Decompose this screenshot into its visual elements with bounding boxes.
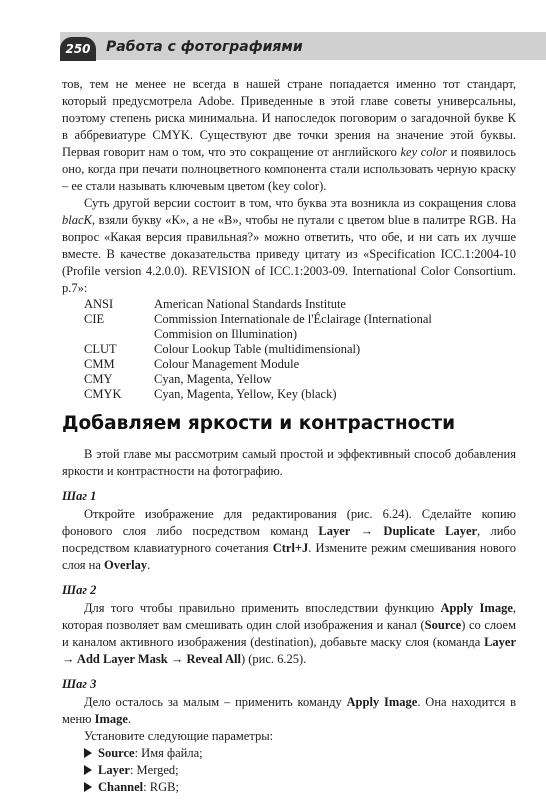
table-row <box>84 327 432 342</box>
text-run: Дело осталось за малым – применить команду <box>84 695 347 709</box>
page-number: 250 <box>60 37 96 61</box>
page-content <box>62 76 516 796</box>
parameter-list <box>62 745 516 796</box>
abbreviation-key: ANSI <box>84 297 114 311</box>
abbreviation-value: American National Standards Institute <box>154 297 346 311</box>
abbreviation-value: Cyan, Magenta, Yellow, Key (black) <box>154 387 337 401</box>
arrow-bullet-icon <box>84 782 92 792</box>
text-run: и появилось оно, когда при печати полноцветного компонента стали использовать черную краску – ее стали называть ключевым цветом (key color). <box>62 145 517 193</box>
param-value: : RGB; <box>143 780 179 794</box>
text-run: ) со слоем и каналом активного изображения (destination), добавьте маску слоя (команда <box>62 618 516 649</box>
abbreviation-key: CIE <box>84 312 105 326</box>
arrow-glyph: → <box>350 524 384 538</box>
text-run: Для того чтобы правильно применить впоследствии функцию <box>84 601 441 615</box>
table-row <box>84 312 432 327</box>
table-row <box>84 357 432 372</box>
italic-term: blacK <box>62 213 92 227</box>
step-1-heading: Шаг 1 <box>62 489 97 503</box>
list-item <box>84 779 516 796</box>
params-intro: Установите следующие параметры: <box>84 729 274 743</box>
abbreviation-value: Colour Management Module <box>154 357 300 371</box>
abbreviation-list <box>84 297 432 402</box>
menu-command: Layer <box>318 524 351 538</box>
menu-command: Apply Image <box>346 695 418 709</box>
abbreviation-key: CMM <box>84 357 115 371</box>
text-run: Откройте изображение для редактирования (рис. 6.24). Сделайте копию фонового слоя либо посредством команд <box>62 507 516 538</box>
table-row <box>84 387 432 402</box>
menu-command: Source <box>424 618 462 632</box>
running-title: Работа с фотографиями <box>106 39 303 55</box>
abbreviation-key: CMYK <box>84 387 122 401</box>
abbreviation-value: Colour Lookup Table (multidimensional) <box>154 342 361 356</box>
param-name: Channel <box>98 780 144 794</box>
text-run: , взяли букву «К», а не «В», чтобы не путали с цветом blue в палитре RGB. На вопрос «Какая версия правильная?» можно ответить, что обе, и ни сать их лучше вместе. В качестве доказательства приведу цитату из «Specification ICC.1:2004-10 (Profile version 4.2.0.0). REVISION of ICC.1:2003-09. International Color Consortium. p.7»: <box>62 213 516 295</box>
text-run: тов, тем не менее не всегда в нашей стране попадается именно тот стандарт, который предусмотрела Adobe. Приведенные в этой главе советы универсальны, поэтому степень риска минимальна. И напоследок поговорим о загадочной букве К в аббревиатуре CMYK. Существуют две точки зрения на значение этой буквы. Первая говорит нам о том, что это сокращение от английского <box>62 77 516 159</box>
blend-mode: Overlay <box>104 558 148 572</box>
shortcut: Ctrl+J <box>272 541 309 555</box>
param-name: Source <box>98 746 135 760</box>
text-run: . <box>147 558 151 572</box>
step-2-text <box>62 600 516 668</box>
text-run: Суть другой версии состоит в том, что буква эта возникла из сокращения слова <box>84 196 516 210</box>
paragraph-black-version <box>62 195 516 297</box>
list-item <box>84 762 516 779</box>
paragraph-cmyk-key <box>62 76 516 195</box>
text-run: , либо посредством клавиатурного сочетания <box>62 524 517 555</box>
abbreviation-value: Cyan, Magenta, Yellow <box>154 372 272 386</box>
step-3-heading: Шаг 3 <box>62 677 97 691</box>
menu-command: Layer → Add Layer Mask → Reveal All <box>62 635 516 666</box>
table-row <box>84 342 432 357</box>
table-row <box>84 297 432 312</box>
abbreviation-value: Commission Internationale de l'Éclairage (International <box>154 312 432 326</box>
text-run: , которая позволяет вам смешивать один слой изображения и канал ( <box>62 601 516 632</box>
list-item <box>84 745 516 762</box>
menu-command: Apply Image <box>440 601 513 615</box>
section-heading: Добавляем яркости и контрастности <box>62 413 456 434</box>
italic-term: key color <box>400 145 448 159</box>
abbreviation-key: CLUT <box>84 342 117 356</box>
table-row <box>84 372 432 387</box>
step-3-text <box>62 694 516 728</box>
intro-paragraph: В этой главе мы рассмотрим самый простой и эффективный способ добавления яркости и контрастности на фотографию. <box>62 447 516 478</box>
menu-command: Image <box>94 712 128 726</box>
abbreviation-key: CMY <box>84 372 113 386</box>
menu-command: Duplicate Layer <box>383 524 478 538</box>
text-run: . Она находится в меню <box>62 695 517 726</box>
param-value: : Merged; <box>129 763 179 777</box>
step-2-heading: Шаг 2 <box>62 583 97 597</box>
param-name: Layer <box>98 763 130 777</box>
text-run: . <box>127 712 132 726</box>
step-1-text <box>62 506 516 574</box>
abbreviation-value: Commision on Illumination) <box>154 327 298 341</box>
abbreviation-key <box>84 327 154 342</box>
text-run: . Измените режим смешивания нового слоя на <box>62 541 516 572</box>
param-value: : Имя файла; <box>134 746 203 760</box>
text-run: ) (рис. 6.25). <box>240 652 307 666</box>
arrow-bullet-icon <box>84 765 92 775</box>
arrow-bullet-icon <box>84 748 92 758</box>
